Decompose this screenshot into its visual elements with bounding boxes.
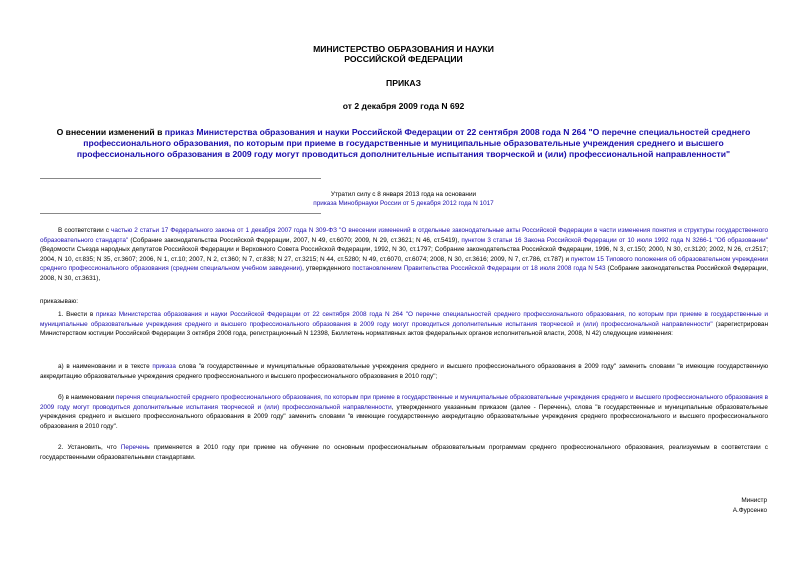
item-2: [40, 443, 768, 462]
preamble-link-education-law[interactable]: пунктом 3 статьи 16 Закона Российской Федерации от 10 июля 1992 года N 3266-1 "Об образовании": [461, 236, 768, 244]
expiry-note-link[interactable]: приказа Минобрнауки России от 5 декабря 2012 года N 1017: [313, 200, 494, 207]
item-b-link-list[interactable]: перечня специальностей среднего профессионального образования, по которым при приеме в государственные и муниципальные образовательные учреждения среднего и высшего профессионального образования в 2009 году могут проводиться дополнительные испытания творческой и (или) профессиональной направленности: [40, 394, 768, 411]
document-title: [40, 127, 767, 160]
item-1-text-2: (зарегистрирован Министерством юстиции Российской Федерации 3 октября 2008 года, регистрационный N 12398, Бюллетень нормативных актов федеральных органов исполнительной власти, 2008, N 42) следующие изменения:: [40, 320, 768, 338]
expiry-note-line1: Утратил силу с 8 января 2013 года на основании: [330, 191, 477, 198]
item-1: [40, 310, 768, 339]
preamble-link-government-resolution[interactable]: постановлением Правительства Российской Федерации от 18 июля 2008 года N 543: [352, 265, 606, 273]
preamble-text-4: , утвержденного: [302, 265, 353, 273]
document-date-number: от 2 декабря 2009 года N 692: [342, 101, 465, 111]
item-a-text-2: слова "в государственные и муниципальные образовательные учреждения среднего и высшего профессионального образования в 2009 году" заменить словами "в имеющие государственную аккредитацию образовательные учреждения среднего профессионального и высшего профессионального образования в 2010 году";: [40, 363, 768, 380]
signature-role: Министр: [741, 497, 767, 504]
item-2-text-2: применяется в 2010 году при приеме на обучение по основным профессиональным образовательным программам среднего профессионального образования, реализуемым в соответствии с государственными образовательными стандартами.: [40, 444, 768, 461]
item-b: [40, 393, 768, 431]
item-2-text-1: 2. Установить, что: [58, 444, 121, 451]
item-1-link-order-264[interactable]: приказ Министерства образования и науки Российской Федерации от 22 сентября 2008 года N 264 "О перечне специальностей среднего профессионального образования, по которым при приеме в государственные и муниципальные образовательные учреждения среднего и высшего профессионального образования в 2009 году могут проводиться дополнительные испытания творческой и (или) профессиональной направленности": [40, 311, 768, 328]
item-a-link-order[interactable]: приказа: [152, 363, 176, 370]
document-type: ПРИКАЗ: [386, 78, 421, 88]
divider-top: [40, 178, 321, 179]
divider-bottom: [40, 213, 321, 214]
preamble-link-federal-law[interactable]: частью 2 статьи 17 Федерального закона от 1 декабря 2007 года N 309-ФЗ "О внесении изменений в отдельные законодательные акты Российской Федерации в части изменения понятия и структуры государственного образовательного стандарта": [40, 227, 768, 244]
ministry-name-line1: МИНИСТЕРСТВО ОБРАЗОВАНИЯ И НАУКИ: [313, 44, 494, 54]
preamble-link-typical-regulation[interactable]: пунктом 15 Типового положения об образовательном учреждении среднего профессионального образования (среднем специальном учебном заведении): [40, 255, 768, 273]
ministry-name-line2: РОССИЙСКОЙ ФЕДЕРАЦИИ: [344, 54, 463, 64]
item-2-link-list[interactable]: Перечень: [120, 444, 150, 451]
item-1-text-1: 1. Внести в: [58, 311, 97, 318]
title-prefix: О внесении изменений в: [56, 127, 165, 137]
title-link[interactable]: приказ Министерства образования и науки Российской Федерации от 22 сентября 2008 года N 264 "О перечне специальностей среднего профессионального образования, по которым при приеме в государственные и муниципальные образовательные учреждения среднего и высшего профессионального образования в 2009 году могут проводиться дополнительные испытания творческой и (или) профессиональной направленности": [76, 127, 751, 159]
item-a: [40, 362, 768, 381]
preamble-text-3: (Ведомости Съезда народных депутатов Российской Федерации и Верховного Совета Российской Федерации, 1992, N 30, ст.1797; Собрание законодательства Российской Федерации, 1996, N 3, ст.150; 2000, N 30, ст.3120; 2002, N 26, ст.2517; 2004, N 10, ст.835; N 35, ст.3607; 2006, N 1, ст.10; 2007, N 2, ст.360; N 7, ст.838; N 27, ст.3215; N 44, ст.5280; N 49, ст.6070, ст.6074; 2008, N 30, ст.3616; 2009, N 7, ст.786, ст.787) и: [40, 246, 768, 263]
item-a-text-1: а) в наименовании и в тексте: [58, 363, 153, 370]
preamble-text-5: (Собрание законодательства Российской Федерации, 2008, N 30, ст.3631),: [40, 265, 769, 282]
item-b-text-1: б) в наименовании: [58, 394, 116, 401]
preamble-text-1: В соответствии с: [58, 227, 112, 234]
preamble-paragraph: [40, 226, 768, 284]
preamble-text-2: (Собрание законодательства Российской Федерации, 2007, N 49, ст.6070; 2009, N 29, ст.3621; N 46, ст.5419),: [128, 236, 462, 244]
item-b-text-2: , утвержденного указанным приказом (далее - Перечень), слова "в государственные и муниципальные образовательные учреждения среднего и высшего профессионального образования в 2009 году" заменить словами "в имеющие государственную аккредитацию образовательные учреждения среднего профессионального и высшего профессионального образования в 2010 году".: [40, 403, 768, 430]
signature-name: А.Фурсенко: [732, 507, 767, 514]
order-word: приказываю:: [40, 298, 78, 305]
